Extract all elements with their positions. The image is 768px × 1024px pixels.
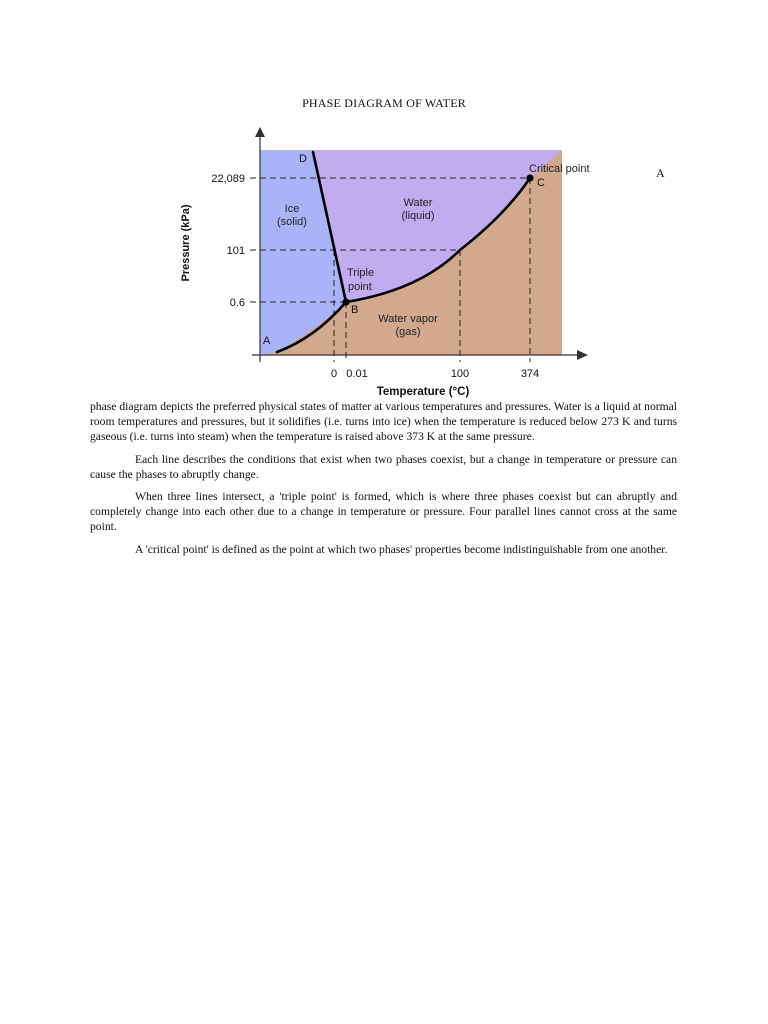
y-tick-label: 101: [226, 245, 245, 257]
triple-point-marker: [342, 298, 349, 305]
y-tick-label: 22,089: [211, 173, 245, 185]
gas-label: (gas): [395, 326, 421, 338]
solid-label: Ice: [284, 203, 300, 215]
liquid-label: Water: [403, 197, 433, 209]
x-axis-arrow: [577, 350, 588, 360]
paragraph-lines: Each line describes the conditions that exist when two phases coexist, but a change in temperature or pressure can cause the phases to abruptly change.: [90, 452, 677, 481]
paragraph-critical-point: A 'critical point' is defined as the point at which two phases' properties become indistinguishable from one another.: [135, 542, 668, 556]
x-tick-label: 374: [520, 368, 540, 380]
gas-label: Water vapor: [378, 313, 438, 325]
triple-point-label: Triple: [347, 267, 375, 279]
paragraph-triple-point: When three lines intersect, a 'triple point' is formed, which is where three phases coexist but can abruptly and completely change into each other due to a change in temperature or pressure. Four parallel lines cannot cross at the same point.: [90, 490, 677, 534]
x-tick-label: 0.01: [346, 368, 368, 380]
x-tick-label: 100: [450, 368, 470, 380]
y-axis-title: Pressure (kPa): [180, 204, 192, 282]
y-tick-label: 0.6: [229, 297, 245, 309]
page-title: PHASE DIAGRAM OF WATER: [302, 96, 466, 110]
point-label-c: C: [537, 177, 545, 189]
liquid-label: (liquid): [401, 210, 435, 222]
y-axis-arrow: [255, 127, 265, 137]
point-label-d: D: [299, 153, 307, 165]
x-tick-label: 0: [330, 368, 338, 380]
point-label-b: B: [351, 304, 359, 316]
solid-label: (solid): [277, 216, 307, 228]
body-text: [90, 399, 677, 564]
phase-diagram: [0, 0, 768, 410]
critical-point-label: Critical point: [529, 163, 590, 175]
side-mark: A: [656, 166, 665, 180]
x-axis-title: Temperature (°C): [376, 386, 470, 398]
critical-point-marker: [526, 174, 533, 181]
point-label-a: A: [263, 335, 271, 347]
triple-point-label: point: [348, 281, 372, 293]
paragraph-intro: phase diagram depicts the preferred physical states of matter at various temperatures and pressures. Water is a liquid at normal room temperatures and pressures, but it solidifies (i.e. turns into ice) when the temperature is reduced below 273 K and turns gaseous (i.e. turns into steam) when the temperature is raised above 373 K at the same pressure.: [90, 400, 677, 444]
